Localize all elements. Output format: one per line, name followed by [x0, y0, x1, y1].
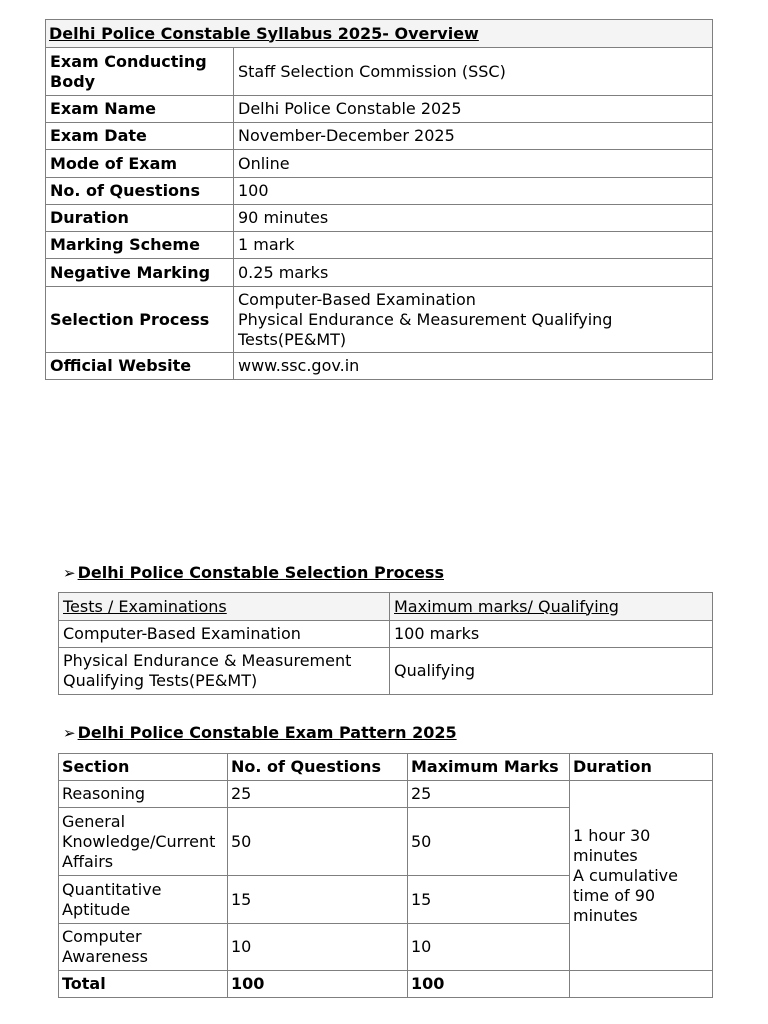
value-line: Computer-Based Examination: [238, 289, 476, 309]
total-label: Total: [59, 971, 228, 998]
section-name-line: Aptitude: [62, 899, 131, 919]
duration-line: time of 90: [573, 885, 656, 905]
total-row: [59, 971, 713, 998]
section-name-line: Awareness: [62, 947, 148, 966]
table-row: [46, 205, 713, 232]
overview-title-row: [46, 20, 713, 48]
questions-count: 25: [228, 781, 408, 808]
exam-pattern-table: [58, 753, 713, 998]
row-label: Exam Conducting Body: [50, 51, 207, 91]
table-row: [46, 353, 713, 380]
arrow-bullet-icon: ➢: [63, 724, 76, 742]
pattern-heading-text: Delhi Police Constable Exam Pattern 2025: [77, 723, 457, 742]
row-label: Official Website: [46, 353, 234, 380]
questions-count: 10: [228, 924, 408, 971]
row-label: Selection Process: [46, 287, 234, 353]
total-questions: 100: [228, 971, 408, 998]
test-marks: Qualifying: [390, 648, 713, 695]
section-name-line: Computer: [62, 927, 142, 946]
row-value: 100: [234, 178, 713, 205]
duration-line: minutes: [573, 845, 638, 865]
table-row: [46, 259, 713, 287]
table-row: [46, 48, 713, 96]
questions-count: 50: [228, 808, 408, 876]
row-label: Exam Date: [46, 123, 234, 150]
empty-cell: [570, 971, 713, 998]
test-marks: 100 marks: [390, 621, 713, 648]
table-row: [46, 178, 713, 205]
questions-count: 15: [228, 876, 408, 924]
table-row: [46, 232, 713, 259]
header-row: [59, 754, 713, 781]
max-marks: 50: [408, 808, 570, 876]
row-value: November-December 2025: [234, 123, 713, 150]
table-row: [46, 150, 713, 178]
row-label: Mode of Exam: [46, 150, 234, 178]
table-row: [59, 781, 713, 808]
pattern-heading: [63, 723, 457, 742]
test-name: Computer-Based Examination: [59, 621, 390, 648]
column-header: Duration: [570, 754, 713, 781]
header-row: [59, 593, 713, 621]
table-row: [46, 123, 713, 150]
column-header: Maximum Marks: [408, 754, 570, 781]
row-value: Online: [234, 150, 713, 178]
table-row: [59, 648, 713, 695]
value-line: Physical Endurance & Measurement Qualifying: [238, 309, 613, 329]
column-header: Section: [59, 754, 228, 781]
max-marks: 15: [408, 876, 570, 924]
row-value: 1 mark: [234, 232, 713, 259]
overview-table: [45, 19, 713, 380]
row-value: www.ssc.gov.in: [234, 353, 713, 380]
column-header: No. of Questions: [228, 754, 408, 781]
selection-heading-text: Delhi Police Constable Selection Process: [77, 563, 444, 582]
test-name-line: Physical Endurance & Measurement: [63, 651, 352, 670]
test-name-line: Qualifying Tests(PE&MT): [63, 671, 258, 690]
max-marks: 25: [408, 781, 570, 808]
table-row: [59, 621, 713, 648]
column-header: Tests / Examinations: [59, 593, 390, 621]
total-marks: 100: [408, 971, 570, 998]
row-value: 90 minutes: [234, 205, 713, 232]
column-header: Maximum marks/ Qualifying: [390, 593, 713, 621]
section-name-line: General: [62, 811, 126, 831]
value-line: Tests(PE&MT): [238, 329, 347, 349]
row-value: 0.25 marks: [234, 259, 713, 287]
duration-line: A cumulative: [573, 865, 678, 885]
section-name: Reasoning: [59, 781, 228, 808]
section-name-line: Knowledge/Current: [62, 831, 216, 851]
row-value: Staff Selection Commission (SSC): [234, 48, 713, 96]
duration-line: minutes: [573, 905, 638, 925]
overview-title: Delhi Police Constable Syllabus 2025- Overview: [46, 20, 713, 48]
table-row: [46, 96, 713, 123]
table-row: [46, 287, 713, 353]
row-label: Marking Scheme: [46, 232, 234, 259]
row-label: Exam Name: [46, 96, 234, 123]
row-label: Duration: [46, 205, 234, 232]
row-value: Delhi Police Constable 2025: [234, 96, 713, 123]
selection-heading: [63, 563, 444, 582]
duration-line: 1 hour 30: [573, 825, 651, 845]
duration-cell: [570, 781, 713, 971]
row-label: Negative Marking: [46, 259, 234, 287]
section-name-line: Affairs: [62, 851, 114, 871]
arrow-bullet-icon: ➢: [63, 564, 76, 582]
row-label: No. of Questions: [46, 178, 234, 205]
selection-table: [58, 592, 713, 695]
max-marks: 10: [408, 924, 570, 971]
section-name-line: Quantitative: [62, 879, 162, 899]
